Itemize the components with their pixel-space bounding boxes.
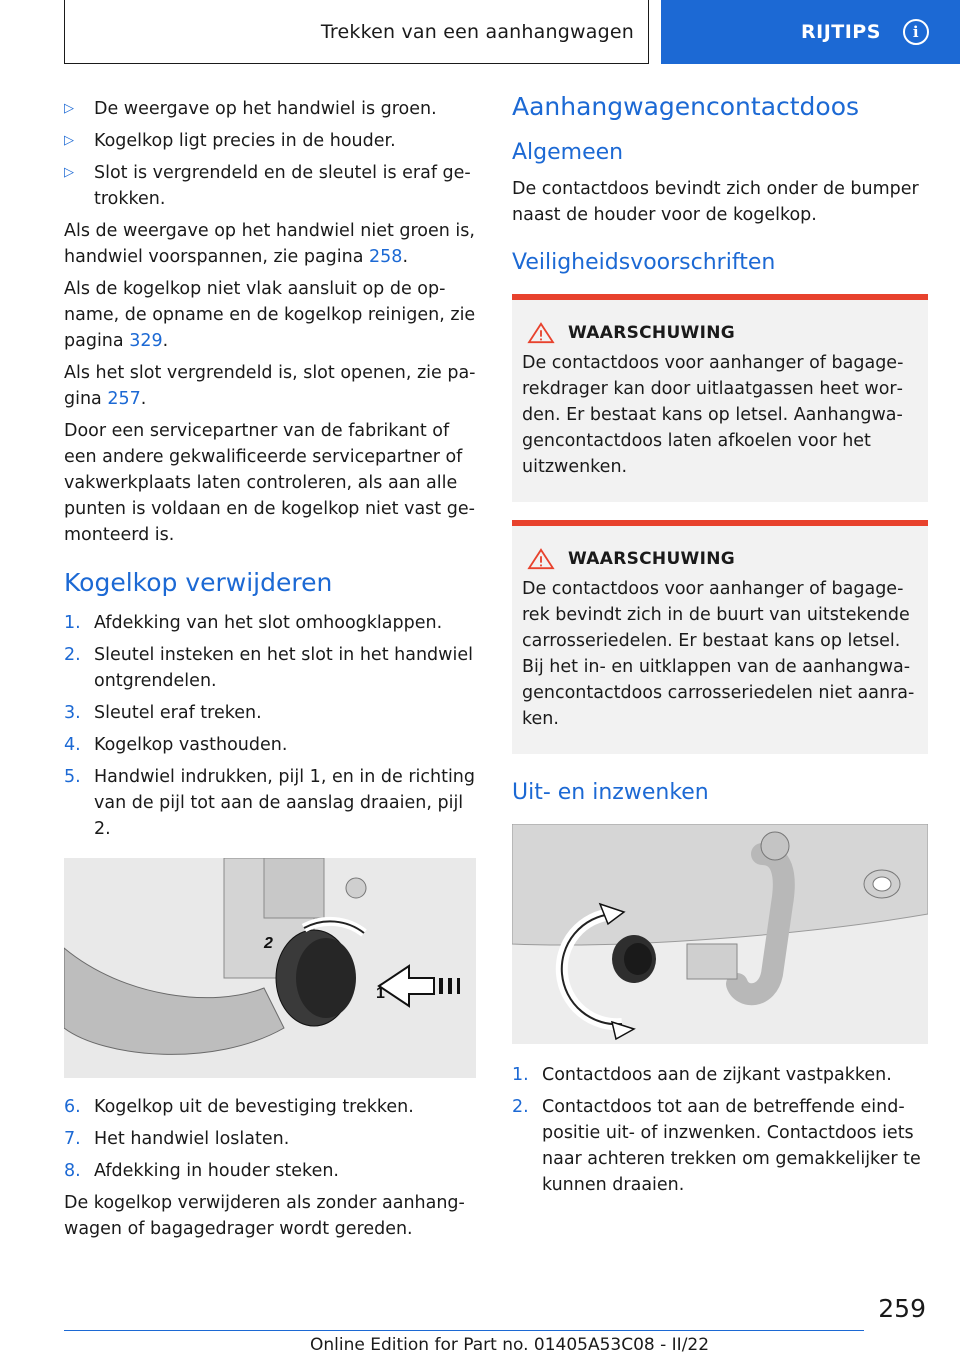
page-link-329[interactable]: 329 [129,331,163,351]
step-number: 8. [64,1161,81,1181]
running-header [64,0,649,64]
step-text: Afdekking van het slot omhoogklappen. [94,613,443,633]
page-number: 259 [878,1294,926,1323]
warning-header [522,322,918,344]
list-item-text: Slot is vergrendeld en de sleutel is eraf ge‐trokken. [94,163,471,209]
step-number: 2. [64,645,81,665]
step-text: Contactdoos aan de zijkant vastpakken. [542,1065,892,1085]
step-text: Handwiel indrukken, pijl 1, en in de richting van de pijl tot aan de aanslag draaien, pijl 2. [94,767,476,839]
warning-text: De contactdoos voor aanhanger of bagage‐rek bevindt zich in de buurt van uitstekende carrosseriedelen. Er bestaat kans op letsel. Bij het in- en uitklappen van de aanhangwa‐gencontactdoos carrosseriedelen niet aanra‐ken. [522,579,915,729]
trailer-socket-illustration [512,824,928,1044]
step-text: Contactdoos tot aan de betreffende eind‐positie uit- of inzwenken. Contactdoos iets naar achteren trekken om gemakkelijker te kunnen draaien. [542,1097,921,1195]
list-item-text: De weergave op het handwiel is groen. [94,99,437,119]
list-item [64,160,476,212]
left-column [64,96,476,1248]
step-number: 1. [512,1065,529,1085]
figure-label-arrow-2: 2 [264,935,273,952]
bullet-triangle-icon: ▷ [64,165,74,180]
warning-triangle-icon [526,548,556,570]
section-tab-label: RIJTIPS [801,21,881,43]
step-number: 6. [64,1097,81,1117]
running-header-title: Trekken van een aanhangwagen [320,20,634,43]
warning-box [512,520,928,754]
tow-ball-illustration [64,858,476,1078]
paragraph: Als het slot vergrendeld is, slot openen, zie pa‐gina 257. [64,363,476,409]
warning-text: De contactdoos voor aanhanger of bagage‐rekdrager kan door uitlaatgassen heet wor‐den. Er bestaat kans op letsel. Aanhangwa‐gencontactdoos laten afkoelen voor het uitzwenken. [522,353,904,477]
warning-label: WAARSCHUWING [568,323,736,343]
step-item [64,1158,476,1184]
paragraph: Door een servicepartner van de fabrikant of een andere gekwalificeerde servicepartner of vakwerkplaats laten controleren, als aan alle punten is voldaan en de kogelkop niet vast ge‐monteerd is. [64,421,475,545]
step-text: Afdekking in houder steken. [94,1161,339,1181]
section-tab [661,0,960,64]
step-item [512,1062,928,1088]
list-item [64,96,476,122]
section-heading: Kogelkop verwijderen [64,568,333,597]
step-item [64,764,476,842]
bullet-triangle-icon: ▷ [64,101,74,116]
footer-rule [64,1330,864,1331]
subsection-heading: Uit- en inzwenken [512,780,709,805]
warning-box [512,294,928,502]
page-link-258[interactable]: 258 [369,247,403,267]
section-heading: Aanhangwagencontactdoos [512,92,860,121]
paragraph: Als de kogelkop niet vlak aansluit op de op‐name, de opname en de kogelkop reinigen, zie pagina 329. [64,279,476,351]
right-column [512,92,928,1204]
step-number: 2. [512,1097,529,1117]
step-text: Kogelkop uit de bevestiging trekken. [94,1097,414,1117]
step-text: Sleutel insteken en het slot in het handwiel ontgrendelen. [94,645,473,691]
list-item-text: Kogelkop ligt precies in de houder. [94,131,396,151]
step-item [64,642,476,694]
step-number: 4. [64,735,81,755]
paragraph: Als de weergave op het handwiel niet groen is, handwiel voorspannen, zie pagina 258. [64,221,475,267]
warning-header [522,548,918,570]
step-item [64,700,476,726]
subsection-heading: Algemeen [512,140,624,165]
step-text: Het handwiel loslaten. [94,1129,290,1149]
step-number: 1. [64,613,81,633]
step-item [512,1094,928,1198]
warning-triangle-icon [526,322,556,344]
paragraph: De kogelkop verwijderen als zonder aanhang‐wagen of bagagedrager wordt gereden. [64,1193,465,1239]
bullet-triangle-icon: ▷ [64,133,74,148]
step-number: 5. [64,767,81,787]
info-icon: i [903,19,929,45]
figure-label-arrow-1: 1 [376,985,385,1002]
step-item [64,732,476,758]
page-link-257[interactable]: 257 [107,389,141,409]
step-number: 7. [64,1129,81,1149]
step-number: 3. [64,703,81,723]
warning-label: WAARSCHUWING [568,549,736,569]
step-text: Sleutel eraf treken. [94,703,262,723]
step-item [64,610,476,636]
tow-ball-removal-figure [64,858,476,1078]
step-item [64,1094,476,1120]
step-text: Kogelkop vasthouden. [94,735,288,755]
footer-edition: Online Edition for Part no. 01405A53C08 - II/22 [310,1335,710,1355]
trailer-socket-figure [512,824,928,1044]
paragraph: De contactdoos bevindt zich onder de bumper naast de houder voor de kogelkop. [512,179,919,225]
subsection-heading: Veiligheidsvoorschriften [512,250,776,275]
step-item [64,1126,476,1152]
list-item [64,128,476,154]
